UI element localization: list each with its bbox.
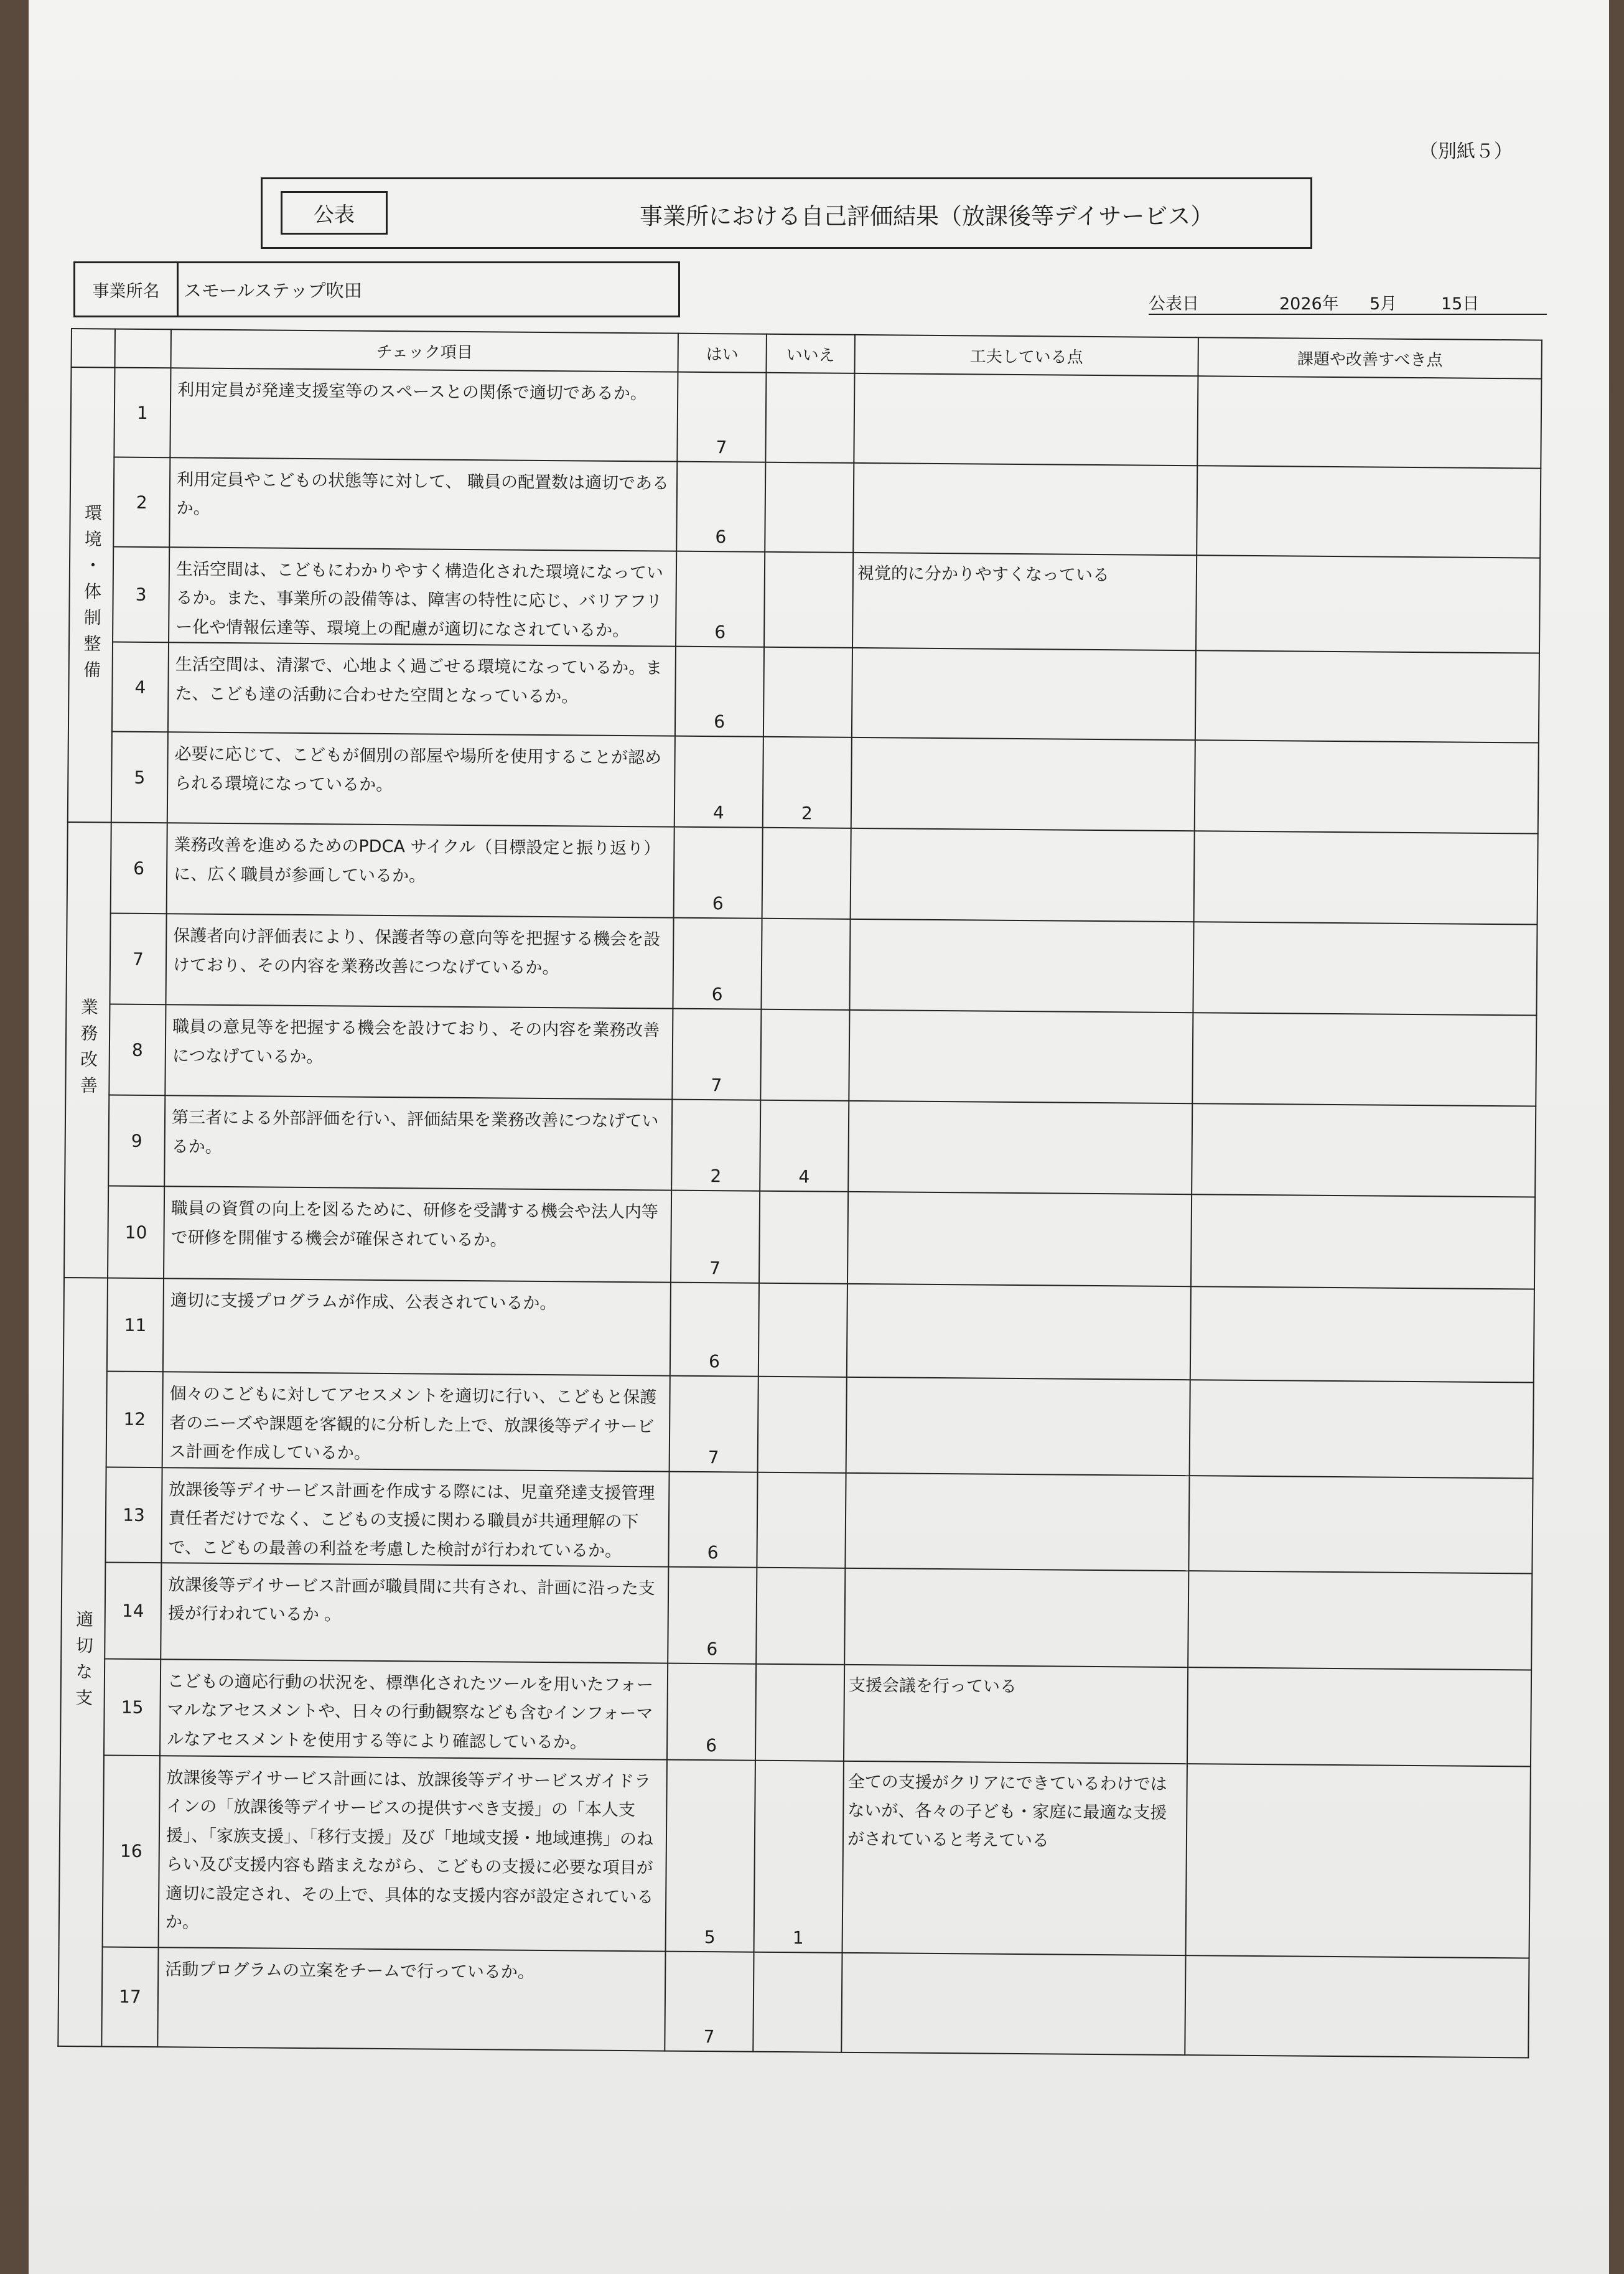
document-sheet: [29, 0, 1609, 2274]
publish-date-label: 公表日: [1149, 294, 1199, 314]
table-row: [64, 1186, 1535, 1289]
issue-note: [1190, 1380, 1534, 1478]
check-item-text: 放課後等デイサービス計画には、放課後等デイサービスガイドラインの「放課後等デイサービスの提供すべき支援」の「本人支援」、「家族支援」、「移行支援」及び「地域支援・地域連携」のねらい及び支援内容も踏まえながら、こどもの支援に必要な項目が適切に設定され、その上で、具体的な支援内容が設定されているか。: [159, 1756, 667, 1951]
no-count: [756, 1756, 843, 1757]
no-cell: [757, 1472, 846, 1568]
issue-note: [1195, 741, 1539, 834]
header-category: [72, 329, 115, 368]
table-row: [59, 1755, 1531, 1958]
effort-note: [849, 919, 1193, 1013]
header-yes: はい: [678, 334, 766, 373]
issue-note: [1187, 1667, 1531, 1766]
table-row: [66, 913, 1537, 1016]
row-number: 14: [105, 1562, 161, 1659]
yes-count: 7: [703, 2026, 715, 2047]
effort-note: 支援会議を行っている: [844, 1665, 1188, 1764]
issue-note: [1197, 376, 1541, 468]
yes-count: 6: [706, 1735, 717, 1756]
table-body: [58, 367, 1541, 2057]
row-number: 9: [108, 1095, 165, 1187]
effort-note: [847, 1192, 1192, 1286]
yes-cell: [667, 1663, 756, 1761]
header-check-item: チェック項目: [171, 329, 678, 372]
row-number: 8: [109, 1004, 166, 1096]
row-number: 4: [112, 642, 169, 732]
no-cell: [763, 737, 852, 828]
effort-note: [851, 828, 1195, 922]
row-number: 1: [114, 368, 170, 458]
publish-date: [1149, 290, 1547, 315]
yes-cell: [671, 1191, 760, 1283]
issue-note: [1194, 831, 1538, 925]
yes-cell: [675, 647, 764, 737]
issue-note: [1190, 1286, 1534, 1382]
yes-count: 7: [709, 1258, 721, 1279]
no-count: [754, 2047, 841, 2048]
yes-count: 6: [708, 1351, 721, 1372]
yes-count: 5: [704, 1927, 716, 1948]
office-name: スモールステップ吹田: [184, 279, 362, 301]
no-cell: [758, 1283, 847, 1377]
effort-note: [848, 1101, 1192, 1194]
no-count: 1: [792, 1927, 804, 1949]
row-number: 11: [107, 1278, 164, 1372]
yes-cell: [674, 736, 763, 828]
check-item-text: 必要に応じて、こどもが個別の部屋や場所を使用することが認められる環境になっているか。: [167, 732, 675, 827]
no-count: [757, 1563, 844, 1564]
publish-day: 15日: [1441, 294, 1480, 314]
yes-cell: [676, 551, 765, 647]
table-row: [65, 1095, 1536, 1197]
table-row: [70, 457, 1541, 558]
issue-note: [1196, 555, 1540, 653]
no-cell: [765, 373, 854, 463]
yes-count: 6: [711, 984, 723, 1005]
table-row: [67, 822, 1538, 925]
no-cell: [759, 1191, 848, 1284]
check-item-text: 生活空間は、清潔で、心地よく過ごせる環境になっているか。また、こども達の活動に合わせた空間となっているか。: [168, 643, 676, 736]
yes-cell: [670, 1376, 758, 1472]
check-item-text: 生活空間は、こどもにわかりやすく構造化された環境になっているか。また、事業所の設備等は、障害の特性に応じ、バリアフリー化や情報伝達等、環境上の配慮が適切になされているか。: [169, 547, 676, 647]
form-number: （別紙５）: [1419, 141, 1513, 162]
category-label: 適切な支: [58, 1278, 108, 2046]
yes-cell: [668, 1471, 757, 1567]
effort-note: [851, 737, 1195, 831]
yes-count: 4: [712, 802, 724, 823]
yes-cell: [677, 372, 766, 462]
publish-month: 5月: [1370, 294, 1398, 314]
header-issues: 課題や改善すべき点: [1198, 337, 1541, 378]
row-number: 15: [104, 1659, 161, 1756]
no-cell: [760, 1100, 849, 1192]
no-cell: [756, 1568, 845, 1665]
no-cell: [763, 647, 852, 737]
table-row: [68, 642, 1539, 743]
no-count: 2: [801, 803, 813, 824]
effort-note: [846, 1377, 1190, 1476]
yes-count: 6: [707, 1542, 719, 1563]
yes-cell: [671, 1100, 760, 1191]
publish-year: 2026年: [1279, 294, 1339, 314]
issue-note: [1192, 1013, 1536, 1107]
no-count: [761, 1096, 848, 1097]
no-cell: [753, 1952, 842, 2052]
issue-note: [1185, 1955, 1529, 2057]
yes-count: 7: [716, 437, 727, 458]
check-item-text: 保護者向け評価表により、保護者等の意向等を把握する機会を設けており、その内容を業務改善につなげているか。: [166, 914, 673, 1009]
issue-note: [1193, 922, 1537, 1016]
check-item-text: 職員の意見等を把握する機会を設けており、その内容を業務改善につなげているか。: [165, 1005, 673, 1100]
no-cell: [758, 1377, 847, 1472]
category-label: 業務改善: [64, 822, 111, 1278]
no-count: [762, 1005, 849, 1006]
table-row: [62, 1467, 1533, 1574]
check-item-text: 利用定員やこどもの状態等に対して、 職員の配置数は適切であるか。: [169, 457, 677, 551]
table-row: [60, 1659, 1531, 1767]
public-badge: 公表: [281, 191, 388, 235]
no-count: [759, 1372, 846, 1373]
office-label: 事業所名: [75, 263, 179, 316]
no-count: [763, 914, 850, 915]
table-row: [68, 731, 1539, 834]
check-item-text: こどもの適応行動の状況を、標準化されたツールを用いたフォーマルなアセスメントや、日々の行動観察なども含むインフォーマルなアセスメントを使用する等により確認しているか。: [160, 1659, 668, 1759]
yes-count: 6: [715, 526, 727, 548]
effort-note: [841, 1953, 1185, 2055]
no-cell: [754, 1761, 844, 1953]
yes-count: 6: [712, 893, 724, 914]
no-count: [764, 732, 851, 733]
check-item-text: 放課後等デイサービス計画が職員間に共有され、計画に沿った支援が行われているか 。: [161, 1563, 668, 1663]
no-cell: [760, 1009, 849, 1101]
header-efforts: 工夫している点: [854, 335, 1198, 376]
check-item-text: 放課後等デイサービス計画を作成する際には、児童発達支援管理責任者だけでなく、こどもの支援に関わる職員が共通理解の下で、こどもの最善の利益を考慮した検討が行われているか。: [161, 1467, 669, 1567]
table-row: [70, 367, 1541, 469]
yes-count: 2: [710, 1166, 722, 1187]
table-row: [69, 546, 1540, 653]
yes-count: 6: [714, 711, 726, 732]
effort-note: 視覚的に分かりやすくなっている: [852, 553, 1197, 651]
check-item-text: 職員の資質の向上を図るために、研修を受講する機会や法人内等で研修を開催する機会が確保されているか。: [164, 1187, 671, 1283]
check-item-text: 業務改善を進めるためのPDCA サイクル（目標設定と振り返り）に、広く職員が参画しているか。: [167, 823, 674, 918]
check-item-text: 個々のこどもに対してアセスメントを適切に行い、こどもと保護者のニーズや課題を客観的に分析した上で、放課後等デイサービス計画を作成しているか。: [162, 1372, 670, 1472]
no-count: [758, 1467, 846, 1468]
row-number: 13: [105, 1467, 162, 1563]
row-number: 6: [111, 823, 167, 914]
yes-count: 6: [714, 622, 726, 643]
row-number: 16: [103, 1755, 160, 1947]
check-item-text: 適切に支援プログラムが作成、公表されているか。: [163, 1279, 671, 1376]
effort-note: 全ての支援がクリアにできているわけではないが、各々の子ども・家庭に最適な支援がされていると考えている: [842, 1761, 1187, 1955]
row-number: 12: [106, 1372, 163, 1467]
effort-note: [847, 1284, 1191, 1380]
issue-note: [1192, 1104, 1536, 1197]
yes-cell: [665, 1952, 754, 2052]
yes-count: 7: [707, 1446, 719, 1467]
row-number: 3: [113, 547, 169, 643]
issue-note: [1195, 651, 1539, 743]
effort-note: [845, 1472, 1189, 1571]
issue-note: [1191, 1195, 1535, 1289]
check-item-text: 第三者による外部評価を行い、評価結果を業務改善につなげているか。: [164, 1096, 672, 1191]
table-row: [58, 1947, 1529, 2058]
yes-count: 6: [706, 1639, 718, 1660]
evaluation-table: [57, 328, 1542, 2058]
category-label: 環境・体制整備: [68, 367, 115, 823]
effort-note: [852, 648, 1196, 740]
table-row: [65, 1004, 1536, 1107]
yes-count: 7: [711, 1075, 722, 1096]
check-item-text: 利用定員が発達支援室等のスペースとの関係で適切であるか。: [170, 368, 678, 461]
issue-note: [1188, 1571, 1532, 1670]
office-box: [73, 261, 680, 317]
no-cell: [764, 552, 853, 648]
effort-note: [853, 463, 1197, 555]
header-no: いいえ: [766, 334, 854, 373]
check-item-text: 活動プログラムの立案をチームで行っているか。: [157, 1947, 665, 2051]
table-row: [63, 1278, 1534, 1383]
row-number: 5: [111, 732, 168, 823]
row-number: 17: [101, 1947, 158, 2047]
table-row: [63, 1371, 1534, 1478]
effort-note: [844, 1568, 1188, 1667]
yes-cell: [668, 1567, 757, 1664]
yes-cell: [673, 918, 762, 1009]
row-number: 2: [113, 457, 170, 548]
yes-cell: [666, 1760, 755, 1952]
header-number: [115, 329, 171, 368]
page-title: 事業所における自己評価結果（放課後等デイサービス）: [640, 203, 1214, 230]
effort-note: [854, 373, 1198, 466]
row-number: 10: [108, 1186, 164, 1279]
issue-note: [1188, 1476, 1533, 1574]
yes-cell: [676, 462, 765, 552]
table-row: [61, 1562, 1532, 1670]
no-count: 4: [798, 1166, 810, 1187]
yes-cell: [670, 1283, 759, 1377]
yes-cell: [674, 827, 763, 919]
issue-note: [1186, 1764, 1531, 1958]
row-number: 7: [110, 914, 166, 1005]
no-cell: [761, 919, 850, 1010]
effort-note: [849, 1010, 1193, 1103]
no-cell: [765, 462, 854, 553]
no-cell: [762, 828, 851, 919]
no-count: [766, 458, 853, 459]
issue-note: [1197, 466, 1541, 558]
no-cell: [755, 1664, 844, 1761]
yes-cell: [672, 1009, 761, 1100]
no-count: [760, 1279, 847, 1280]
